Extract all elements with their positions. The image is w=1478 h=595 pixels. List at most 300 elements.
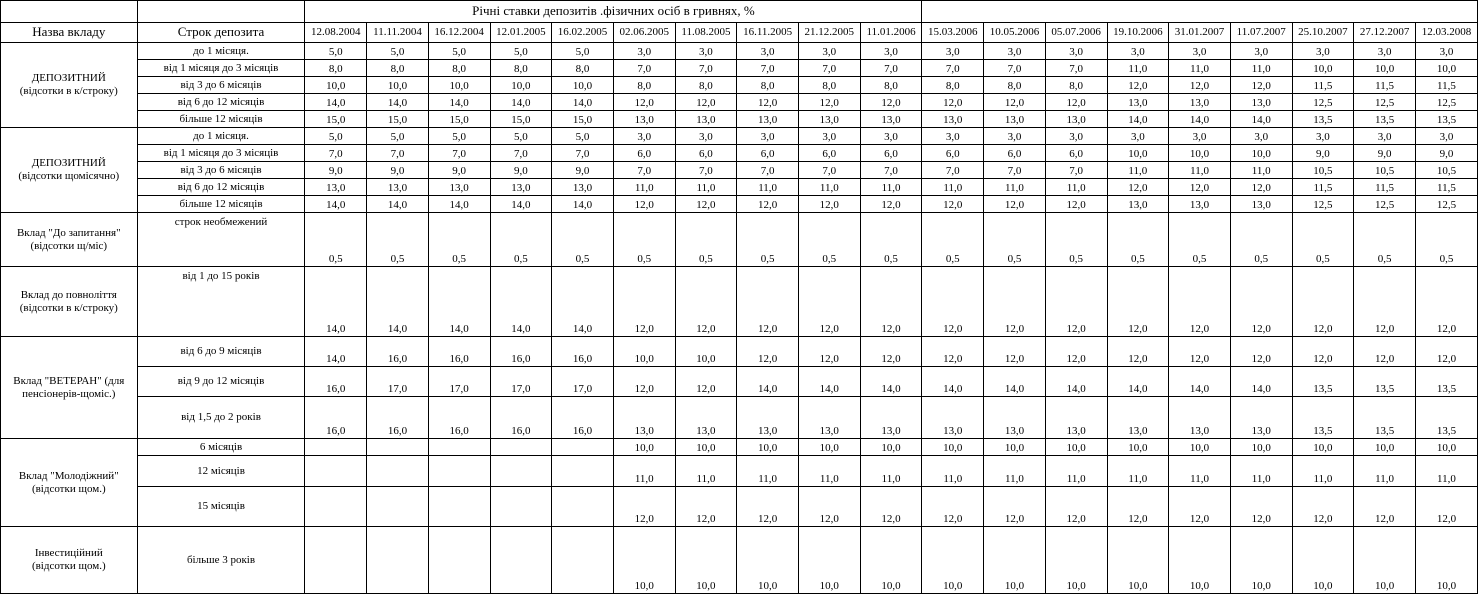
rate-cell[interactable]: 10,0 [1354, 60, 1416, 77]
rate-cell[interactable]: 17,0 [367, 367, 429, 397]
rate-cell[interactable]: 13,0 [428, 179, 490, 196]
rate-cell[interactable]: 10,0 [1169, 145, 1231, 162]
rate-cell[interactable]: 12,0 [1107, 337, 1169, 367]
rate-cell[interactable]: 0,5 [367, 213, 429, 267]
rate-cell[interactable]: 3,0 [613, 128, 675, 145]
rate-cell[interactable]: 6,0 [1045, 145, 1107, 162]
rate-cell[interactable]: 3,0 [984, 128, 1046, 145]
rate-cell[interactable]: 14,0 [490, 94, 552, 111]
rate-cell[interactable]: 7,0 [922, 162, 984, 179]
rate-cell[interactable]: 12,0 [1107, 267, 1169, 337]
rate-cell[interactable]: 14,0 [1107, 367, 1169, 397]
term-cell[interactable]: від 3 до 6 місяців [137, 77, 305, 94]
rate-cell[interactable] [552, 527, 614, 594]
rate-cell[interactable]: 11,0 [984, 179, 1046, 196]
rate-cell[interactable]: 10,0 [1354, 439, 1416, 456]
rate-cell[interactable]: 14,0 [305, 94, 367, 111]
term-cell[interactable]: від 6 до 9 місяців [137, 337, 305, 367]
rate-cell[interactable]: 12,0 [1169, 267, 1231, 337]
rate-cell[interactable] [305, 527, 367, 594]
rate-cell[interactable]: 10,5 [1354, 162, 1416, 179]
rate-cell[interactable]: 0,5 [922, 213, 984, 267]
rate-cell[interactable]: 12,0 [1045, 196, 1107, 213]
rate-cell[interactable]: 3,0 [922, 128, 984, 145]
rate-cell[interactable]: 11,0 [984, 456, 1046, 487]
rate-cell[interactable]: 14,0 [860, 367, 922, 397]
rate-cell[interactable]: 12,0 [860, 337, 922, 367]
rate-cell[interactable]: 12,0 [1354, 337, 1416, 367]
date-header[interactable]: 11.11.2004 [367, 23, 429, 43]
rate-cell[interactable]: 13,5 [1415, 397, 1477, 439]
rate-cell[interactable]: 5,0 [552, 128, 614, 145]
rate-cell[interactable]: 13,0 [552, 179, 614, 196]
rate-cell[interactable] [552, 456, 614, 487]
rate-cell[interactable]: 3,0 [798, 128, 860, 145]
rate-cell[interactable]: 10,0 [798, 527, 860, 594]
rate-cell[interactable]: 5,0 [428, 128, 490, 145]
date-header[interactable]: 27.12.2007 [1354, 23, 1416, 43]
rate-cell[interactable]: 12,0 [675, 267, 737, 337]
rate-cell[interactable]: 11,0 [1230, 162, 1292, 179]
rate-cell[interactable]: 14,0 [922, 367, 984, 397]
rate-cell[interactable]: 10,0 [1292, 439, 1354, 456]
rate-cell[interactable] [552, 487, 614, 527]
rate-cell[interactable]: 7,0 [1045, 60, 1107, 77]
rate-cell[interactable]: 12,5 [1354, 196, 1416, 213]
term-cell[interactable]: до 1 місяця. [137, 43, 305, 60]
rate-cell[interactable]: 12,0 [675, 487, 737, 527]
rate-cell[interactable]: 12,5 [1415, 196, 1477, 213]
rate-cell[interactable]: 7,0 [984, 162, 1046, 179]
rate-cell[interactable]: 12,0 [860, 94, 922, 111]
corner-cell-b[interactable] [137, 1, 305, 23]
rate-cell[interactable]: 15,0 [367, 111, 429, 128]
rate-cell[interactable]: 10,0 [984, 527, 1046, 594]
rate-cell[interactable]: 11,0 [860, 456, 922, 487]
rate-cell[interactable]: 12,0 [798, 196, 860, 213]
rate-cell[interactable]: 13,0 [984, 111, 1046, 128]
title-tail-cell[interactable] [922, 1, 1478, 23]
rate-cell[interactable]: 13,0 [798, 111, 860, 128]
rate-cell[interactable]: 11,0 [1107, 60, 1169, 77]
rate-cell[interactable]: 12,0 [1415, 487, 1477, 527]
rate-cell[interactable]: 9,0 [490, 162, 552, 179]
rate-cell[interactable]: 14,0 [367, 196, 429, 213]
rate-cell[interactable]: 12,0 [860, 196, 922, 213]
rate-cell[interactable]: 3,0 [1169, 43, 1231, 60]
rate-cell[interactable]: 7,0 [305, 145, 367, 162]
term-cell[interactable]: до 1 місяця. [137, 128, 305, 145]
rate-cell[interactable] [428, 456, 490, 487]
deposit-name-cell[interactable]: Вклад "До запитання" (відсотки щ/міс) [1, 213, 138, 267]
rate-cell[interactable]: 10,0 [1292, 60, 1354, 77]
rate-cell[interactable]: 5,0 [490, 128, 552, 145]
rate-cell[interactable]: 12,0 [984, 196, 1046, 213]
rate-cell[interactable]: 0,5 [490, 213, 552, 267]
rate-cell[interactable]: 6,0 [675, 145, 737, 162]
rate-cell[interactable]: 17,0 [490, 367, 552, 397]
rate-cell[interactable]: 10,0 [428, 77, 490, 94]
rate-cell[interactable]: 10,0 [613, 527, 675, 594]
rate-cell[interactable]: 10,0 [305, 77, 367, 94]
date-header[interactable]: 10.05.2006 [984, 23, 1046, 43]
rate-cell[interactable]: 7,0 [675, 162, 737, 179]
rate-cell[interactable]: 7,0 [984, 60, 1046, 77]
rate-cell[interactable]: 13,5 [1415, 367, 1477, 397]
rate-cell[interactable]: 11,0 [613, 179, 675, 196]
rate-cell[interactable]: 13,0 [798, 397, 860, 439]
rate-cell[interactable]: 12,0 [922, 94, 984, 111]
rate-cell[interactable]: 0,5 [428, 213, 490, 267]
rate-cell[interactable]: 13,0 [922, 397, 984, 439]
rate-cell[interactable]: 11,0 [1169, 60, 1231, 77]
rate-cell[interactable]: 3,0 [860, 43, 922, 60]
rate-cell[interactable]: 12,0 [737, 337, 799, 367]
rate-cell[interactable]: 13,0 [860, 111, 922, 128]
table-title[interactable]: Річні ставки депозитів .фізичних осіб в гривнях, % [305, 1, 922, 23]
rate-cell[interactable]: 14,0 [1045, 367, 1107, 397]
rate-cell[interactable]: 16,0 [552, 337, 614, 367]
term-cell[interactable]: більше 12 місяців [137, 111, 305, 128]
rate-cell[interactable]: 13,0 [305, 179, 367, 196]
term-cell[interactable]: від 6 до 12 місяців [137, 179, 305, 196]
rate-cell[interactable]: 13,5 [1292, 367, 1354, 397]
rate-cell[interactable]: 14,0 [1230, 367, 1292, 397]
rate-cell[interactable]: 0,5 [1292, 213, 1354, 267]
rate-cell[interactable]: 5,0 [490, 43, 552, 60]
rate-cell[interactable]: 13,0 [984, 397, 1046, 439]
rate-cell[interactable]: 0,5 [860, 213, 922, 267]
rate-cell[interactable]: 3,0 [1045, 128, 1107, 145]
rate-cell[interactable]: 14,0 [552, 267, 614, 337]
rate-cell[interactable]: 10,0 [552, 77, 614, 94]
rate-cell[interactable]: 16,0 [490, 337, 552, 367]
rate-cell[interactable]: 12,0 [1169, 179, 1231, 196]
rate-cell[interactable]: 16,0 [305, 397, 367, 439]
rate-cell[interactable]: 7,0 [367, 145, 429, 162]
rate-cell[interactable]: 12,0 [675, 367, 737, 397]
rate-cell[interactable]: 10,0 [1107, 145, 1169, 162]
rate-cell[interactable] [367, 439, 429, 456]
rate-cell[interactable]: 8,0 [428, 60, 490, 77]
rate-cell[interactable]: 0,5 [1045, 213, 1107, 267]
rate-cell[interactable]: 10,0 [1415, 60, 1477, 77]
rate-cell[interactable]: 11,0 [737, 179, 799, 196]
rate-cell[interactable]: 9,0 [305, 162, 367, 179]
term-cell[interactable]: від 9 до 12 місяців [137, 367, 305, 397]
rate-cell[interactable] [367, 487, 429, 527]
rate-cell[interactable]: 7,0 [428, 145, 490, 162]
rate-cell[interactable]: 12,0 [1045, 94, 1107, 111]
date-header[interactable]: 12.03.2008 [1415, 23, 1477, 43]
rate-cell[interactable]: 14,0 [305, 267, 367, 337]
rate-cell[interactable]: 12,0 [1169, 337, 1231, 367]
rate-cell[interactable]: 13,5 [1415, 111, 1477, 128]
term-cell[interactable]: більше 12 місяців [137, 196, 305, 213]
rate-cell[interactable]: 11,0 [922, 179, 984, 196]
rate-cell[interactable]: 0,5 [305, 213, 367, 267]
deposit-name-cell[interactable]: Вклад до повноліття (відсотки в к/строку) [1, 267, 138, 337]
rate-cell[interactable]: 10,0 [1230, 439, 1292, 456]
deposit-name-cell[interactable]: Вклад "ВЕТЕРАН" (для пенсіонерів-щоміс.) [1, 337, 138, 439]
rate-cell[interactable]: 12,0 [737, 94, 799, 111]
rate-cell[interactable]: 16,0 [490, 397, 552, 439]
rate-cell[interactable]: 0,5 [552, 213, 614, 267]
col-header-term[interactable]: Строк депозита [137, 23, 305, 43]
rate-cell[interactable]: 13,0 [1107, 196, 1169, 213]
rate-cell[interactable]: 13,0 [1169, 94, 1231, 111]
rate-cell[interactable]: 12,0 [1292, 267, 1354, 337]
rate-cell[interactable]: 3,0 [1230, 128, 1292, 145]
rate-cell[interactable]: 3,0 [737, 43, 799, 60]
date-header[interactable]: 25.10.2007 [1292, 23, 1354, 43]
rate-cell[interactable]: 7,0 [1045, 162, 1107, 179]
term-cell[interactable]: більше 3 років [137, 527, 305, 594]
rate-cell[interactable]: 11,0 [1354, 456, 1416, 487]
rate-cell[interactable]: 7,0 [798, 60, 860, 77]
rate-cell[interactable]: 8,0 [675, 77, 737, 94]
rate-cell[interactable]: 12,0 [798, 337, 860, 367]
rate-cell[interactable]: 6,0 [922, 145, 984, 162]
rate-cell[interactable]: 7,0 [737, 60, 799, 77]
rate-cell[interactable]: 10,0 [1354, 527, 1416, 594]
rate-cell[interactable]: 17,0 [428, 367, 490, 397]
rate-cell[interactable]: 12,0 [1230, 267, 1292, 337]
rate-cell[interactable]: 13,0 [1107, 397, 1169, 439]
rate-cell[interactable]: 13,0 [490, 179, 552, 196]
rate-cell[interactable]: 14,0 [1169, 111, 1231, 128]
date-header[interactable]: 05.07.2006 [1045, 23, 1107, 43]
rate-cell[interactable]: 14,0 [798, 367, 860, 397]
rate-cell[interactable]: 6,0 [798, 145, 860, 162]
rate-cell[interactable]: 7,0 [613, 60, 675, 77]
rate-cell[interactable]: 12,0 [922, 267, 984, 337]
rate-cell[interactable]: 10,0 [1230, 527, 1292, 594]
rate-cell[interactable]: 9,0 [1415, 145, 1477, 162]
rate-cell[interactable] [305, 439, 367, 456]
rate-cell[interactable] [305, 487, 367, 527]
rate-cell[interactable]: 13,5 [1354, 397, 1416, 439]
rate-cell[interactable]: 10,0 [613, 439, 675, 456]
rate-cell[interactable]: 3,0 [675, 128, 737, 145]
date-header[interactable]: 02.06.2005 [613, 23, 675, 43]
rate-cell[interactable]: 10,0 [1045, 439, 1107, 456]
rate-cell[interactable]: 8,0 [1045, 77, 1107, 94]
rate-cell[interactable]: 17,0 [552, 367, 614, 397]
rate-cell[interactable]: 3,0 [1415, 43, 1477, 60]
rate-cell[interactable] [552, 439, 614, 456]
rate-cell[interactable]: 12,0 [922, 196, 984, 213]
rate-cell[interactable]: 16,0 [428, 337, 490, 367]
rate-cell[interactable]: 12,0 [798, 267, 860, 337]
rate-cell[interactable]: 3,0 [675, 43, 737, 60]
rate-cell[interactable]: 3,0 [798, 43, 860, 60]
rate-cell[interactable]: 3,0 [922, 43, 984, 60]
rate-cell[interactable]: 3,0 [1354, 43, 1416, 60]
rate-cell[interactable]: 8,0 [490, 60, 552, 77]
rate-cell[interactable]: 11,0 [1292, 456, 1354, 487]
rate-cell[interactable]: 11,0 [675, 179, 737, 196]
rate-cell[interactable]: 3,0 [984, 43, 1046, 60]
date-header[interactable]: 11.01.2006 [860, 23, 922, 43]
date-header[interactable]: 15.03.2006 [922, 23, 984, 43]
rate-cell[interactable]: 13,0 [922, 111, 984, 128]
rate-cell[interactable]: 10,0 [1415, 439, 1477, 456]
rate-cell[interactable]: 14,0 [305, 337, 367, 367]
rate-cell[interactable]: 12,0 [1230, 487, 1292, 527]
rate-cell[interactable]: 13,0 [1230, 94, 1292, 111]
date-header[interactable]: 12.01.2005 [490, 23, 552, 43]
rate-cell[interactable]: 12,0 [1230, 179, 1292, 196]
rate-cell[interactable]: 7,0 [798, 162, 860, 179]
rate-cell[interactable]: 11,0 [1169, 456, 1231, 487]
rate-cell[interactable]: 12,0 [984, 487, 1046, 527]
rate-cell[interactable]: 13,0 [1045, 397, 1107, 439]
rate-cell[interactable]: 7,0 [490, 145, 552, 162]
rate-cell[interactable]: 13,0 [737, 111, 799, 128]
rate-cell[interactable]: 10,0 [490, 77, 552, 94]
rate-cell[interactable]: 8,0 [860, 77, 922, 94]
rate-cell[interactable]: 5,0 [305, 128, 367, 145]
rate-cell[interactable]: 6,0 [984, 145, 1046, 162]
rate-cell[interactable]: 10,0 [1169, 439, 1231, 456]
rate-cell[interactable]: 0,5 [984, 213, 1046, 267]
rate-cell[interactable]: 12,0 [737, 487, 799, 527]
deposit-name-cell[interactable]: Вклад "Молодіжний" (відсотки щом.) [1, 439, 138, 527]
col-header-deposit-name[interactable]: Назва вкладу [1, 23, 138, 43]
rate-cell[interactable]: 5,0 [305, 43, 367, 60]
rate-cell[interactable]: 12,0 [860, 267, 922, 337]
rate-cell[interactable]: 15,0 [490, 111, 552, 128]
rate-cell[interactable]: 12,0 [1354, 487, 1416, 527]
rate-cell[interactable]: 10,0 [367, 77, 429, 94]
rate-cell[interactable]: 14,0 [367, 94, 429, 111]
rate-cell[interactable]: 0,5 [1354, 213, 1416, 267]
rate-cell[interactable]: 12,0 [1107, 77, 1169, 94]
rate-cell[interactable]: 15,0 [552, 111, 614, 128]
rate-cell[interactable]: 3,0 [1292, 128, 1354, 145]
rate-cell[interactable]: 10,0 [860, 527, 922, 594]
rate-cell[interactable]: 14,0 [1230, 111, 1292, 128]
rate-cell[interactable]: 10,0 [737, 527, 799, 594]
rate-cell[interactable]: 10,5 [1292, 162, 1354, 179]
rate-cell[interactable]: 12,5 [1292, 94, 1354, 111]
rate-cell[interactable]: 15,0 [428, 111, 490, 128]
date-header[interactable]: 19.10.2006 [1107, 23, 1169, 43]
rate-cell[interactable]: 8,0 [552, 60, 614, 77]
rate-cell[interactable]: 6,0 [737, 145, 799, 162]
rate-cell[interactable]: 12,0 [860, 487, 922, 527]
term-cell[interactable]: від 1 до 15 років [137, 267, 305, 337]
rate-cell[interactable]: 11,0 [1045, 456, 1107, 487]
rate-cell[interactable]: 3,0 [1169, 128, 1231, 145]
rate-cell[interactable]: 12,0 [1415, 267, 1477, 337]
rate-cell[interactable]: 11,0 [798, 456, 860, 487]
rate-cell[interactable]: 0,5 [1169, 213, 1231, 267]
rate-cell[interactable]: 12,0 [1292, 487, 1354, 527]
rate-cell[interactable]: 3,0 [1230, 43, 1292, 60]
rate-cell[interactable]: 12,0 [984, 94, 1046, 111]
rate-cell[interactable]: 12,0 [798, 487, 860, 527]
rate-cell[interactable]: 14,0 [984, 367, 1046, 397]
rate-cell[interactable]: 0,5 [1230, 213, 1292, 267]
date-header[interactable]: 21.12.2005 [798, 23, 860, 43]
term-cell[interactable]: від 1,5 до 2 років [137, 397, 305, 439]
rate-cell[interactable] [490, 456, 552, 487]
rate-cell[interactable]: 9,0 [428, 162, 490, 179]
rate-cell[interactable]: 11,0 [737, 456, 799, 487]
corner-cell-a[interactable] [1, 1, 138, 23]
rate-cell[interactable]: 14,0 [737, 367, 799, 397]
rate-cell[interactable]: 12,0 [1045, 267, 1107, 337]
rate-cell[interactable]: 12,0 [1354, 267, 1416, 337]
rate-cell[interactable]: 14,0 [552, 94, 614, 111]
date-header[interactable]: 16.12.2004 [428, 23, 490, 43]
rate-cell[interactable]: 12,0 [737, 267, 799, 337]
rate-cell[interactable]: 8,0 [984, 77, 1046, 94]
rate-cell[interactable]: 13,0 [860, 397, 922, 439]
rate-cell[interactable]: 11,0 [675, 456, 737, 487]
rate-cell[interactable]: 12,0 [613, 487, 675, 527]
rate-cell[interactable]: 0,5 [737, 213, 799, 267]
rate-cell[interactable]: 13,0 [613, 397, 675, 439]
rate-cell[interactable]: 10,0 [798, 439, 860, 456]
rate-cell[interactable]: 10,0 [1107, 439, 1169, 456]
rate-cell[interactable]: 10,0 [1292, 527, 1354, 594]
deposit-name-cell[interactable]: ДЕПОЗИТНИЙ (відсотки в к/строку) [1, 43, 138, 128]
rate-cell[interactable]: 16,0 [367, 337, 429, 367]
rate-cell[interactable]: 14,0 [428, 196, 490, 213]
rate-cell[interactable]: 8,0 [305, 60, 367, 77]
rate-cell[interactable] [305, 456, 367, 487]
rate-cell[interactable]: 6,0 [860, 145, 922, 162]
rate-cell[interactable]: 12,0 [1045, 337, 1107, 367]
rate-cell[interactable]: 5,0 [552, 43, 614, 60]
rate-cell[interactable]: 12,0 [1415, 337, 1477, 367]
term-cell[interactable]: від 1 місяця до 3 місяців [137, 60, 305, 77]
rate-cell[interactable]: 11,5 [1415, 77, 1477, 94]
rate-cell[interactable]: 12,0 [1045, 487, 1107, 527]
rate-cell[interactable]: 11,0 [613, 456, 675, 487]
rate-cell[interactable]: 16,0 [305, 367, 367, 397]
term-cell[interactable]: від 1 місяця до 3 місяців [137, 145, 305, 162]
rate-cell[interactable]: 9,0 [1292, 145, 1354, 162]
rate-cell[interactable]: 12,0 [675, 94, 737, 111]
rate-cell[interactable]: 12,0 [922, 337, 984, 367]
rate-cell[interactable]: 7,0 [675, 60, 737, 77]
rate-cell[interactable]: 13,5 [1354, 367, 1416, 397]
rate-cell[interactable]: 13,0 [1169, 397, 1231, 439]
rate-cell[interactable]: 12,0 [613, 367, 675, 397]
rate-cell[interactable]: 14,0 [367, 267, 429, 337]
rate-cell[interactable]: 12,5 [1354, 94, 1416, 111]
rate-cell[interactable]: 12,0 [1107, 179, 1169, 196]
rate-cell[interactable]: 3,0 [1292, 43, 1354, 60]
rate-cell[interactable]: 0,5 [798, 213, 860, 267]
rate-cell[interactable]: 13,5 [1292, 397, 1354, 439]
rate-cell[interactable]: 0,5 [1415, 213, 1477, 267]
rate-cell[interactable]: 12,0 [737, 196, 799, 213]
term-cell[interactable]: від 3 до 6 місяців [137, 162, 305, 179]
rate-cell[interactable]: 0,5 [1107, 213, 1169, 267]
rate-cell[interactable]: 14,0 [1107, 111, 1169, 128]
rate-cell[interactable]: 11,0 [1230, 456, 1292, 487]
rate-cell[interactable]: 13,0 [1230, 196, 1292, 213]
rate-cell[interactable]: 14,0 [428, 267, 490, 337]
rate-cell[interactable]: 14,0 [305, 196, 367, 213]
term-cell[interactable]: 12 місяців [137, 456, 305, 487]
rate-cell[interactable]: 5,0 [367, 43, 429, 60]
